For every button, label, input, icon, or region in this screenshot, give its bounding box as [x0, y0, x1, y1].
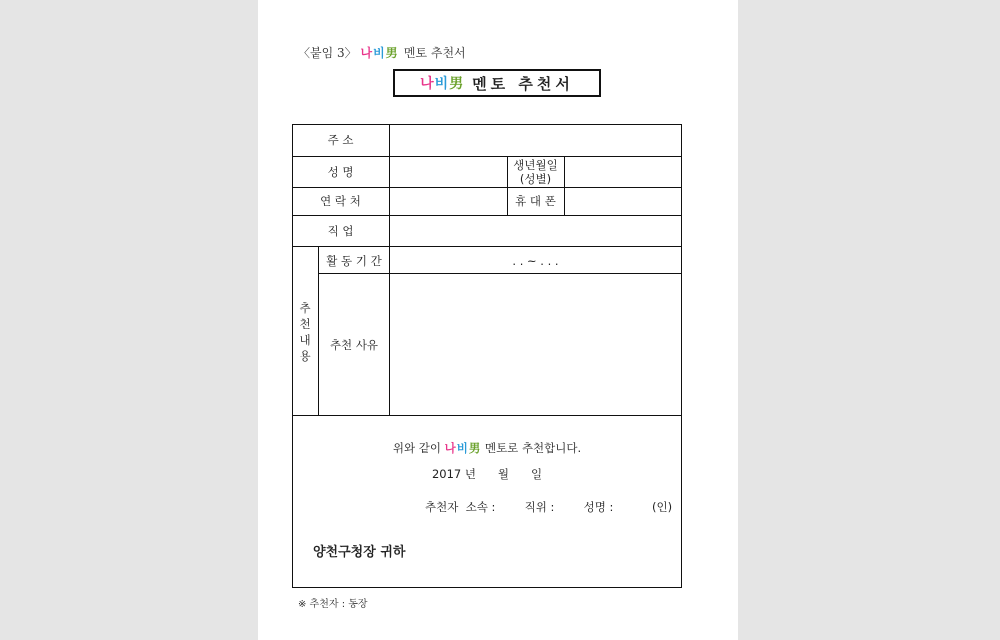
name-label: 성 명	[327, 165, 354, 179]
brand-logo-inline	[445, 441, 482, 455]
section-char: 천	[299, 317, 311, 331]
contact-label: 연 락 처	[320, 194, 361, 208]
attachment-prefix: 〈붙임 3〉	[298, 46, 357, 60]
reason-label: 추천 사유	[329, 338, 379, 352]
brand-char: 男	[449, 76, 465, 92]
column-divider	[318, 246, 319, 415]
recommend-section-label	[292, 300, 318, 364]
statement-suffix: 멘토로 추천합니다.	[484, 441, 582, 455]
row-divider	[292, 156, 682, 157]
phone-label: 휴 대 폰	[515, 194, 556, 208]
row-divider	[292, 246, 682, 247]
addressee: 양천구청장 귀하	[313, 545, 406, 560]
brand-logo	[420, 73, 464, 93]
seal-mark: (인)	[652, 500, 673, 514]
title-text: 멘토 추천서	[472, 74, 574, 93]
date-line: 2017 년 월 일	[431, 467, 543, 481]
brand-char: 나	[444, 441, 457, 455]
brand-char: 男	[385, 46, 399, 60]
statement-line	[292, 440, 682, 456]
column-divider	[389, 124, 390, 415]
row-divider	[292, 415, 682, 416]
brand-char: 나	[360, 46, 374, 60]
gender-label: (성별)	[519, 172, 552, 186]
section-char: 추	[299, 301, 311, 315]
section-char: 용	[299, 349, 311, 363]
period-value[interactable]: . . ~ . . .	[512, 254, 559, 268]
statement-prefix: 위와 같이	[392, 441, 441, 455]
attachment-heading	[298, 44, 466, 61]
column-divider	[564, 156, 565, 215]
brand-char: 비	[434, 76, 450, 92]
brand-char: 비	[456, 441, 469, 455]
period-label: 활 동 기 간	[326, 254, 382, 268]
document-title	[393, 69, 601, 97]
birth-label: 생년월일	[513, 158, 558, 172]
row-divider	[292, 187, 682, 188]
recommender-line: 추천자 소속 : 직위 : 성명 :	[425, 500, 614, 514]
footnote: ※ 추천자 : 동장	[298, 599, 368, 610]
job-label: 직 업	[327, 224, 354, 238]
row-divider	[292, 215, 682, 216]
row-divider	[319, 273, 682, 274]
brand-char: 男	[468, 441, 482, 455]
address-label: 주 소	[327, 133, 354, 147]
brand-logo-small	[360, 46, 403, 60]
brand-char: 비	[373, 46, 386, 60]
attachment-suffix: 멘토 추천서	[403, 46, 466, 60]
brand-char: 나	[420, 76, 435, 92]
section-char: 내	[299, 333, 311, 347]
